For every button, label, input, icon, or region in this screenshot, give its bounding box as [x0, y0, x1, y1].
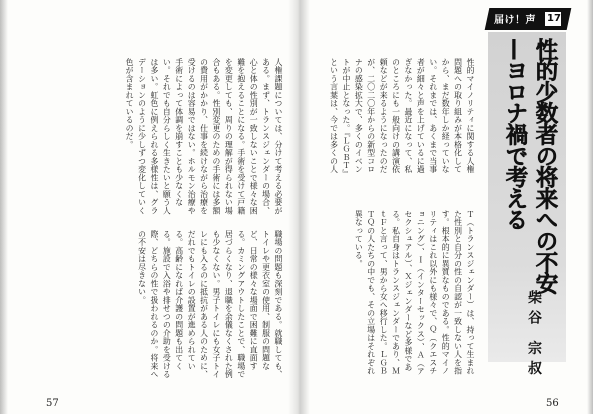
body-text-right-top: 性的マイノリティに関する人権問題への取り組みが本格化してから、まだ数年しか経っていない。それまでは、あくまで当事者が細々と声を上げているに過ぎなかった。最近になって、私のところにも一般向けの講演依頼などが来るようになったのだが、二〇二〇年からの新型コロナの感染拡大で、多くのイベントが中止となった。『ＬＧＢＴ』という言葉は、今では多くの人: [329, 58, 475, 174]
header-tag-label: 届け！声: [494, 15, 536, 26]
page-number-right: 56: [546, 398, 559, 409]
left-page-edge: [0, 0, 8, 414]
header-number: 17: [547, 13, 561, 24]
article-title: 性的少数者の将来への不安—ヨロナ禍で考える: [502, 38, 558, 294]
author-name: 柴谷 宗叔: [526, 290, 542, 381]
page-number-left: 57: [46, 398, 59, 409]
body-text-left-top: 人権課題については、分けて考える必要がある。まず、トランスジェンダーの場合、心と体の性別が一致しないことで様々な困難を抱えることになる。手術を受けて戸籍を変更しても、周りの理解が得られない場合もある。性別変更のための手術には多額の費用がかかり、仕事を続けながら治療を受けるのは容易ではない。ホルモン治療や手術によって体調を崩すことも少なくない。それでも自分らしく生きたいと願う人は多い。虹色に例えられる多様性は、グラデーションのように少しずつ変化していく色が含まれているのだ。: [125, 58, 283, 215]
body-text-right-bottom: Ｔ（トランスジェンダー）は、持って生まれた性別と自分の性の自認が一致しない人を指す。根本的に異質なものである。性的マイノリティはこれ以外にも様々で、Ｑ（クエスチョニング）、Ｉ（インターセックス）、Ａ（アセクシュアル）、Ｘジェンダーなど多様である。私自身はトランスジェンダーであり、ＭｔＦと言って、男から女へ移行した。ＬＧＢＴＱの人たちの中でも、その立場はそれぞれ異なっている。: [354, 210, 475, 376]
body-text-left-bottom: 職場の問題も深刻である。就職しても、トイレや更衣室の使用、制服の問題など、日常の様々な場面で困難に直面する。カミングアウトしたことで、職場で居づらくなり、退職を余儀なくされた例も少なくない。男子トイレにも女子トイレにも入るのに抵抗がある人のために、だれでもトイレの設置が進められている。高齢になれば介護の問題も出てくる。施設で入浴や排せつの介助を受ける際、どちらの性で扱われるのか。将来への不安は尽きない。: [137, 230, 283, 379]
right-page-edge: [587, 0, 593, 414]
